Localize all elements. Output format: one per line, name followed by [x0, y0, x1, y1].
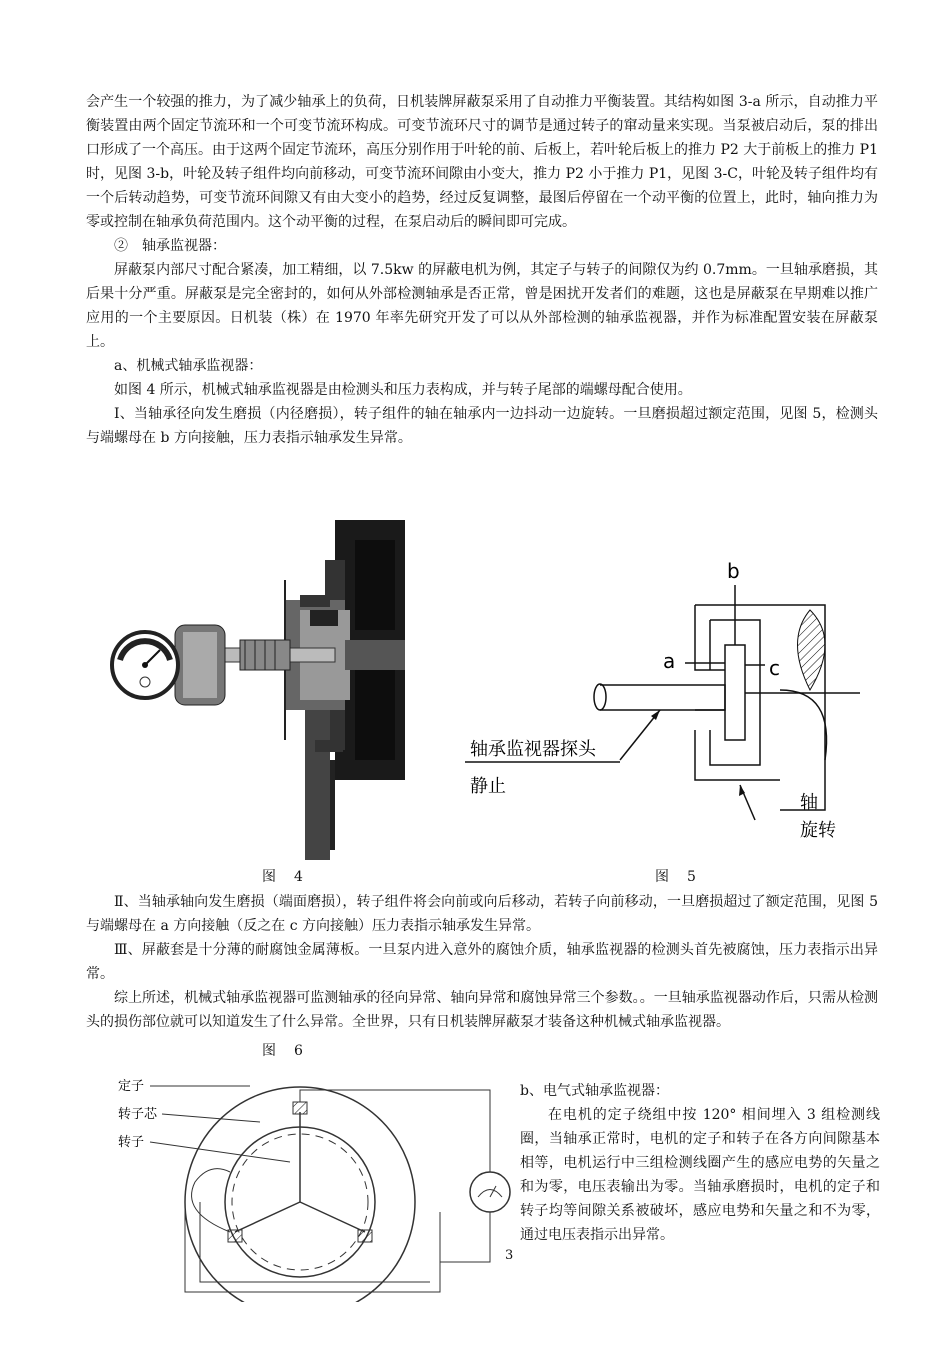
- figure-4-caption: 图 4: [262, 869, 305, 885]
- paragraph-corrosion: Ⅲ、屏蔽套是十分薄的耐腐蚀金属薄板。一旦泵内进入意外的腐蚀介质，轴承监视器的检测头首先被腐蚀，压力表指示出异常。: [86, 942, 878, 982]
- heading-electrical-monitor: b、电气式轴承监视器：: [520, 1083, 669, 1099]
- figure-5-diagram: [455, 530, 875, 870]
- paragraph-summary: 综上所述，机械式轴承监视器可监测轴承的径向异常、轴向异常和腐蚀异常三个参数。。一旦轴承监视器动作后，只需从检测头的损伤部位就可以知道发生了什么异常。全世界，只有日机装牌屏蔽泵才装备这种机械式轴承监视器。: [86, 990, 878, 1030]
- figure-4-illustration: [105, 500, 425, 860]
- label-rotor: 转子: [118, 1135, 145, 1150]
- still-label: 静止: [470, 776, 506, 797]
- heading-bearing-monitor: ② 轴承监视器：: [114, 238, 226, 254]
- label-c: c: [769, 656, 780, 680]
- paragraph-bearing-monitor-intro: 屏蔽泵内部尺寸配合紧凑，加工精细，以 7.5kw 的屏蔽电机为例，其定子与转子的间隙仅为约 0.7mm。一旦轴承磨损，其后果十分严重。屏蔽泵是完全密封的，如何从外部检测轴承是否正常，曾是困扰开发者们的难题，这也是屏蔽泵在早期难以推广应用的一个主要原因。日机装（株）在 1970 年率先研究开发了可以从外部检测的轴承监视器，并作为标准配置安装在屏蔽泵上。: [86, 262, 878, 350]
- paragraph-electrical-monitor: 在电机的定子绕组中按 120° 相间埋入 3 组检测线圈，当轴承正常时，电机的定子和转子在各方向间隙基本相等，电机运行中三组检测线圈产生的感应电势的矢量之和为零，电压表输出为零。当轴承磨损时，电机的定子和转子均等间隙关系被破坏，感应电势和矢量之和不为零，通过电压表指示出异常。: [520, 1107, 880, 1243]
- shaft-label: 轴: [800, 792, 818, 813]
- probe-label: 轴承监视器探头: [470, 739, 596, 760]
- rotate-label: 旋转: [800, 820, 836, 841]
- label-a: a: [663, 649, 676, 673]
- label-stator: 定子: [118, 1079, 145, 1094]
- label-b: b: [727, 559, 740, 583]
- voltmeter-icon: [470, 1172, 510, 1212]
- paragraph-thrust-balance: 会产生一个较强的推力，为了减少轴承上的负荷，日机装牌屏蔽泵采用了自动推力平衡装置。其结构如图 3-a 所示，自动推力平衡装置由两个固定节流环和一个可变节流环构成。可变节流环尺寸的调节是通过转子的窜动量来实现。当泵被启动后，泵的排出口形成了一个高压。由于这两个固定节流环，高压分别作用于叶轮的前、后板上，若叶轮后板上的推力 P2 大于前板上的推力 P1 时，见图 3-b，叶轮及转子组件均向前移动，可变节流环间隙由小变大，推力 P2 小于推力 P1，见图 3-C，叶轮及转子组件均有一个后转动趋势，可变节流环间隙又有由大变小的趋势，经过反复调整，最图后停留在一个动平衡的位置上，此时，轴向推力为零或控制在轴承负荷范围内。这个动平衡的过程，在泵启动后的瞬间即可完成。: [86, 94, 879, 230]
- figure-5-caption: 图 5: [655, 869, 698, 885]
- paragraph-axial-wear: Ⅱ、当轴承轴向发生磨损（端面磨损），转子组件将会向前或向后移动，若转子向前移动，一旦磨损超过了额定范围，见图 5 与端螺母在 a 方向接触（反之在 c 方向接触）压力表指示轴承发生异常。: [86, 894, 878, 934]
- pressure-gauge: [112, 625, 225, 705]
- label-rotor-core: 转子芯: [118, 1107, 158, 1122]
- page-number: 3: [505, 1248, 514, 1263]
- figure-6-diagram: [100, 1062, 520, 1302]
- figure-6-caption: 图 6: [262, 1043, 305, 1059]
- paragraph-radial-wear: Ⅰ、当轴承径向发生磨损（内径磨损），转子组件的轴在轴承内一边抖动一边旋转。一旦磨损超过额定范围，见图 5，检测头与端螺母在 b 方向接触，压力表指示轴承发生异常。: [86, 406, 878, 446]
- heading-mechanical-monitor: a、机械式轴承监视器：: [114, 358, 263, 374]
- paragraph-mechanical-monitor: 如图 4 所示，机械式轴承监视器是由检测头和压力表构成，并与转子尾部的端螺母配合使用。: [114, 382, 692, 398]
- pump-cross-section: [285, 520, 405, 860]
